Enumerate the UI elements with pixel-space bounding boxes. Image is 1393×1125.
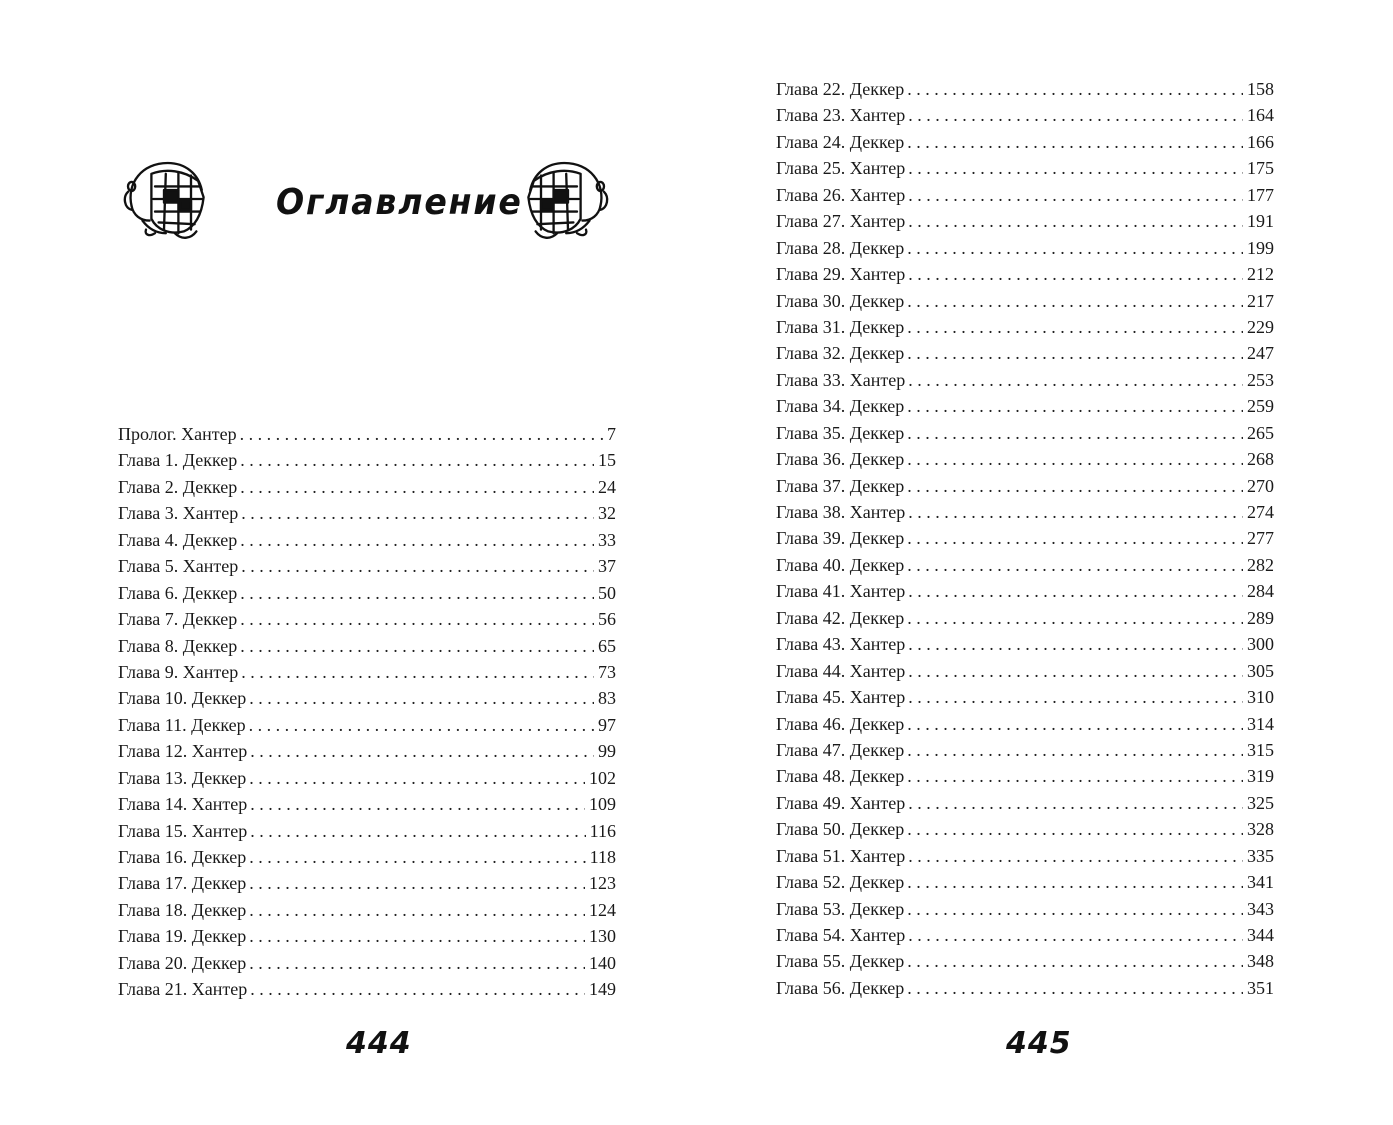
- dot-leader: [908, 631, 1243, 657]
- toc-entry-label: Глава 35. Деккер: [776, 422, 905, 443]
- toc-entry: [776, 420, 1274, 446]
- dot-leader: [241, 553, 594, 579]
- toc-entry: [118, 606, 616, 632]
- toc-entry-label: Глава 12. Хантер: [118, 741, 248, 762]
- dot-leader: [908, 208, 1243, 234]
- toc-entry: [776, 896, 1274, 922]
- dot-leader: [250, 818, 585, 844]
- toc-entry-page: 351: [1247, 977, 1274, 998]
- toc-entry-page: 123: [589, 873, 616, 894]
- toc-entry-page: 282: [1247, 554, 1274, 575]
- dot-leader: [908, 790, 1243, 816]
- toc-entry: [776, 711, 1274, 737]
- toc-entry-page: 217: [1247, 290, 1274, 311]
- toc-entry-label: Глава 6. Деккер: [118, 582, 238, 603]
- toc-entry-page: 253: [1247, 369, 1274, 390]
- toc-entry-page: 50: [598, 582, 616, 603]
- toc-entry-label: Глава 54. Хантер: [776, 925, 906, 945]
- toc-entry-label: Глава 5. Хантер: [118, 556, 239, 577]
- toc-entry-page: 149: [589, 979, 616, 1000]
- toc-entry-label: Глава 44. Хантер: [776, 660, 906, 681]
- dot-leader: [907, 552, 1243, 578]
- toc-entry: [776, 261, 1274, 287]
- toc-entry-page: 175: [1247, 158, 1274, 179]
- dot-leader: [907, 76, 1243, 102]
- toc-entry: [776, 340, 1274, 366]
- dot-leader: [907, 948, 1243, 974]
- toc-entry: [776, 473, 1274, 499]
- toc-entry: [776, 737, 1274, 763]
- toc-entry-label: Глава 40. Деккер: [776, 554, 905, 575]
- dot-leader: [240, 527, 594, 553]
- dot-leader: [907, 446, 1243, 472]
- dot-leader: [250, 738, 594, 764]
- toc-entry-page: 229: [1247, 316, 1274, 337]
- toc-entry-page: 158: [1247, 79, 1274, 99]
- toc-entry: [776, 288, 1274, 314]
- toc-entry-label: Глава 11. Деккер: [118, 714, 246, 735]
- toc-entry-page: 124: [589, 899, 616, 920]
- dot-leader: [907, 473, 1243, 499]
- toc-entry-label: Глава 39. Деккер: [776, 528, 905, 549]
- dot-leader: [907, 869, 1243, 895]
- toc-entry: [118, 500, 616, 526]
- toc-entry-label: Глава 50. Деккер: [776, 819, 905, 840]
- toc-entry-label: Глава 32. Деккер: [776, 343, 905, 364]
- toc-entry-page: 33: [598, 529, 616, 550]
- toc-entry-label: Глава 45. Хантер: [776, 687, 906, 708]
- dot-leader: [907, 393, 1243, 419]
- toc-entry-label: Глава 1. Деккер: [118, 450, 238, 471]
- toc-entry-label: Глава 31. Деккер: [776, 316, 905, 337]
- toc-entry-label: Глава 51. Хантер: [776, 845, 906, 866]
- toc-entry-page: 118: [589, 847, 616, 867]
- toc-entry: [118, 870, 616, 896]
- toc-entry-page: 37: [598, 556, 616, 577]
- toc-entry-page: 319: [1247, 766, 1274, 787]
- toc-entry-label: Глава 29. Хантер: [776, 264, 906, 285]
- toc-entry-label: Глава 26. Хантер: [776, 184, 906, 205]
- toc-entry: [118, 685, 616, 711]
- toc-entry-page: 130: [589, 926, 616, 947]
- dot-leader: [907, 816, 1243, 842]
- dot-leader: [241, 500, 594, 526]
- toc-entry: [118, 818, 616, 844]
- toc-entry-label: Глава 36. Деккер: [776, 449, 905, 470]
- toc-entry-label: Глава 14. Хантер: [118, 794, 248, 815]
- toc-header: [118, 150, 616, 250]
- hockey-helmet-icon: [118, 154, 210, 244]
- dot-leader: [241, 659, 594, 685]
- toc-entry: [776, 499, 1274, 525]
- toc-entry: [118, 553, 616, 579]
- dot-leader: [249, 685, 594, 711]
- dot-leader: [907, 525, 1243, 551]
- toc-entry-page: 83: [598, 688, 616, 709]
- right-page: [696, 0, 1393, 1125]
- toc-entry: [118, 897, 616, 923]
- toc-entry-label: Глава 20. Деккер: [118, 952, 247, 973]
- toc-entry: [118, 950, 616, 976]
- toc-entry: [776, 367, 1274, 393]
- toc-entry: [118, 738, 616, 764]
- toc-entry-page: 65: [598, 635, 616, 656]
- toc-entry-page: 191: [1247, 211, 1274, 232]
- toc-entry-page: 164: [1247, 105, 1274, 126]
- dot-leader: [907, 605, 1243, 631]
- hockey-helmet-icon: [522, 154, 614, 244]
- toc-entry-page: 341: [1247, 872, 1274, 893]
- dot-leader: [249, 844, 585, 870]
- toc-entry-label: Глава 21. Хантер: [118, 979, 248, 1000]
- dot-leader: [240, 580, 594, 606]
- toc-entry: [118, 421, 616, 447]
- toc-entry-label: Глава 42. Деккер: [776, 607, 905, 628]
- toc-entry: [776, 684, 1274, 710]
- toc-entry-page: 199: [1247, 237, 1274, 258]
- toc-entry-page: 32: [598, 503, 616, 524]
- dot-leader: [908, 658, 1243, 684]
- toc-entry: [118, 659, 616, 685]
- toc-entry: [776, 658, 1274, 684]
- dot-leader: [907, 420, 1243, 446]
- dot-leader: [908, 261, 1243, 287]
- toc-entry-page: 325: [1247, 792, 1274, 813]
- page-number: 445: [1006, 1026, 1072, 1061]
- page-number: 444: [346, 1026, 412, 1061]
- toc-entry: [776, 948, 1274, 974]
- toc-entry-page: 277: [1247, 528, 1274, 549]
- toc-entry-page: 166: [1247, 131, 1274, 152]
- toc-entry-page: 270: [1247, 475, 1274, 496]
- dot-leader: [907, 975, 1243, 1001]
- toc-entry-page: 274: [1247, 502, 1274, 522]
- dot-leader: [249, 765, 585, 791]
- toc-entry: [118, 923, 616, 949]
- toc-entry-label: Глава 52. Деккер: [776, 872, 905, 893]
- toc-entry: [776, 208, 1274, 234]
- toc-entry: [776, 314, 1274, 340]
- toc-entry-label: Глава 10. Деккер: [118, 688, 247, 709]
- toc-entry: [776, 76, 1274, 102]
- dot-leader: [249, 923, 585, 949]
- toc-entry-label: Глава 13. Деккер: [118, 767, 247, 788]
- dot-leader: [908, 155, 1243, 181]
- dot-leader: [240, 633, 594, 659]
- toc-entry: [118, 474, 616, 500]
- dot-leader: [907, 711, 1243, 737]
- toc-entry: [776, 578, 1274, 604]
- toc-entry-label: Глава 8. Деккер: [118, 635, 238, 656]
- toc-entry-label: Глава 17. Деккер: [118, 873, 247, 894]
- toc-entry-page: 116: [589, 820, 616, 841]
- dot-leader: [908, 684, 1243, 710]
- dot-leader: [907, 129, 1243, 155]
- toc-entry-label: Глава 56. Деккер: [776, 977, 905, 998]
- toc-entry-page: 97: [598, 714, 616, 735]
- toc-entry: [776, 869, 1274, 895]
- toc-entry-label: Глава 28. Деккер: [776, 237, 905, 258]
- toc-entry-label: Глава 22. Деккер: [776, 79, 905, 99]
- toc-entry-page: 15: [598, 450, 616, 471]
- toc-entry: [776, 975, 1274, 1001]
- toc-entry-label: Глава 53. Деккер: [776, 898, 905, 919]
- toc-entry-label: Глава 41. Хантер: [776, 581, 906, 602]
- dot-leader: [240, 421, 603, 447]
- toc-entry: [118, 765, 616, 791]
- toc-entry-label: Глава 23. Хантер: [776, 105, 906, 126]
- toc-entry: [776, 235, 1274, 261]
- toc-entry: [776, 182, 1274, 208]
- toc-entry: [776, 552, 1274, 578]
- toc-entry-label: Глава 48. Деккер: [776, 766, 905, 787]
- dot-leader: [240, 606, 594, 632]
- toc-entry-page: 314: [1247, 713, 1274, 734]
- dot-leader: [908, 843, 1243, 869]
- dot-leader: [907, 235, 1243, 261]
- toc-entry-label: Глава 37. Деккер: [776, 475, 905, 496]
- dot-leader: [908, 578, 1243, 604]
- dot-leader: [249, 712, 594, 738]
- toc-entry: [776, 843, 1274, 869]
- dot-leader: [908, 499, 1243, 525]
- toc-entry-label: Глава 46. Деккер: [776, 713, 905, 734]
- toc-entry-page: 328: [1247, 819, 1274, 840]
- toc-entry-label: Глава 25. Хантер: [776, 158, 906, 179]
- toc-entry-label: Глава 27. Хантер: [776, 211, 906, 232]
- toc-entry-page: 247: [1247, 343, 1274, 364]
- toc-entry-page: 24: [598, 476, 616, 497]
- toc-entry-page: 268: [1247, 449, 1274, 470]
- toc-list-right: [776, 76, 1274, 1001]
- toc-entry-page: 284: [1247, 581, 1274, 602]
- toc-entry-page: 348: [1247, 951, 1274, 972]
- dot-leader: [907, 314, 1243, 340]
- toc-entry: [118, 791, 616, 817]
- toc-entry-page: 140: [589, 952, 616, 973]
- toc-entry: [118, 976, 616, 1002]
- toc-entry: [776, 525, 1274, 551]
- toc-entry: [776, 763, 1274, 789]
- dot-leader: [250, 976, 585, 1002]
- dot-leader: [250, 791, 585, 817]
- toc-entry: [776, 102, 1274, 128]
- toc-entry: [118, 527, 616, 553]
- toc-entry-label: Глава 16. Деккер: [118, 847, 247, 867]
- toc-entry: [118, 580, 616, 606]
- dot-leader: [240, 447, 594, 473]
- toc-entry: [776, 816, 1274, 842]
- toc-entry: [118, 633, 616, 659]
- toc-entry-page: 7: [607, 424, 616, 444]
- toc-entry: [118, 447, 616, 473]
- toc-entry: [776, 446, 1274, 472]
- toc-entry-page: 177: [1247, 184, 1274, 205]
- toc-entry-page: 109: [589, 794, 616, 815]
- toc-entry-label: Глава 18. Деккер: [118, 899, 247, 920]
- toc-entry: [776, 922, 1274, 948]
- left-page: [0, 0, 696, 1125]
- toc-entry-page: 212: [1247, 264, 1274, 285]
- toc-entry: [118, 844, 616, 870]
- toc-entry-label: Глава 30. Деккер: [776, 290, 905, 311]
- toc-entry-label: Глава 2. Деккер: [118, 476, 238, 497]
- toc-entry-label: Глава 9. Хантер: [118, 661, 239, 682]
- dot-leader: [907, 288, 1243, 314]
- dot-leader: [907, 737, 1243, 763]
- toc-entry-page: 344: [1247, 925, 1274, 945]
- toc-entry-label: Глава 24. Деккер: [776, 131, 905, 152]
- toc-title: Оглавление: [276, 182, 523, 223]
- dot-leader: [907, 763, 1243, 789]
- toc-entry-label: Глава 34. Деккер: [776, 396, 905, 417]
- toc-entry-label: Глава 4. Деккер: [118, 529, 238, 550]
- toc-entry-label: Глава 15. Хантер: [118, 820, 248, 841]
- dot-leader: [908, 367, 1243, 393]
- toc-entry-label: Глава 33. Хантер: [776, 369, 906, 390]
- toc-entry-label: Глава 7. Деккер: [118, 609, 238, 630]
- toc-entry-page: 315: [1247, 739, 1274, 760]
- toc-entry-page: 265: [1247, 422, 1274, 443]
- dot-leader: [249, 870, 585, 896]
- toc-entry: [776, 605, 1274, 631]
- toc-entry-label: Глава 47. Деккер: [776, 739, 905, 760]
- toc-entry-label: Пролог. Хантер: [118, 424, 237, 444]
- toc-entry-page: 56: [598, 609, 616, 630]
- dot-leader: [907, 896, 1243, 922]
- toc-entry-page: 99: [598, 741, 616, 762]
- toc-entry-label: Глава 43. Хантер: [776, 634, 906, 655]
- dot-leader: [908, 102, 1243, 128]
- toc-entry-label: Глава 49. Хантер: [776, 792, 906, 813]
- toc-entry-page: 310: [1247, 687, 1274, 708]
- toc-entry: [776, 393, 1274, 419]
- toc-entry: [776, 129, 1274, 155]
- toc-entry-page: 343: [1247, 898, 1274, 919]
- dot-leader: [249, 897, 585, 923]
- dot-leader: [249, 950, 585, 976]
- toc-entry-label: Глава 19. Деккер: [118, 926, 247, 947]
- toc-entry-page: 289: [1247, 607, 1274, 628]
- toc-entry: [776, 790, 1274, 816]
- toc-list-left: [118, 421, 616, 1003]
- toc-entry-label: Глава 55. Деккер: [776, 951, 905, 972]
- toc-entry-label: Глава 38. Хантер: [776, 502, 906, 522]
- toc-entry-label: Глава 3. Хантер: [118, 503, 239, 524]
- toc-entry: [118, 712, 616, 738]
- toc-entry-page: 73: [598, 661, 616, 682]
- toc-entry-page: 305: [1247, 660, 1274, 681]
- dot-leader: [908, 922, 1243, 948]
- toc-entry-page: 259: [1247, 396, 1274, 417]
- dot-leader: [908, 182, 1243, 208]
- toc-entry-page: 335: [1247, 845, 1274, 866]
- dot-leader: [907, 340, 1243, 366]
- toc-entry-page: 102: [589, 767, 616, 788]
- toc-entry: [776, 631, 1274, 657]
- toc-entry: [776, 155, 1274, 181]
- toc-entry-page: 300: [1247, 634, 1274, 655]
- dot-leader: [240, 474, 594, 500]
